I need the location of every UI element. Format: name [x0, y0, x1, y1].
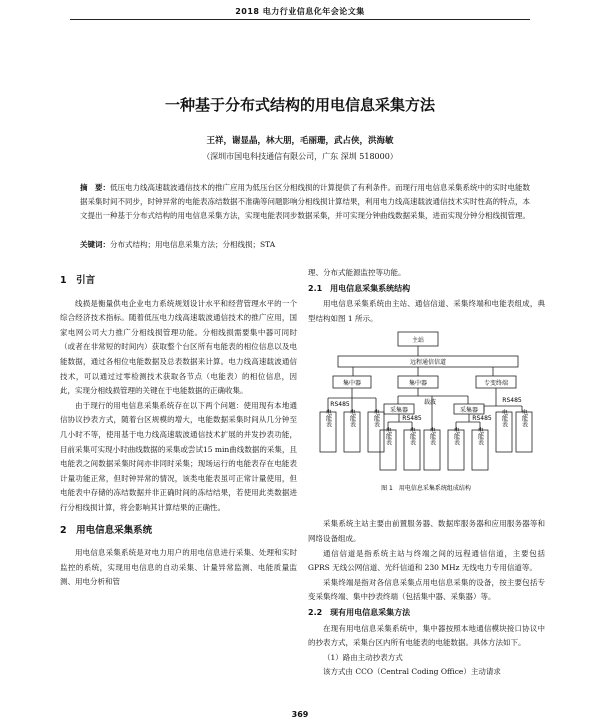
paragraph: 在现有用电信息采集系统中，集中器按照本地通信模块接口协议中的抄表方式，采集台区内所有电能表的电能数据。具体方法如下。: [308, 623, 545, 648]
page-number: 369: [291, 710, 309, 719]
meter-label: 电能表: [384, 427, 392, 446]
rs485-label: RS485: [330, 401, 350, 409]
keywords-text: 分布式结构；用电信息采集方法；分相线损；STA: [110, 240, 276, 249]
abstract-label: 摘 要：: [80, 183, 110, 192]
rs485-label: RS485: [472, 415, 492, 423]
collector-label: 采集器: [389, 407, 409, 415]
keywords-label: 关键词：: [80, 240, 110, 249]
meter-label: 电能表: [476, 427, 484, 446]
paragraph: 通信信道是指系统主站与终端之间的远程通信信道，主要包括 GPRS 无线公网信道、光纤信道和 230 MHz 无线电力专用信道等。: [308, 548, 545, 573]
paragraph: 线损是衡量供电企业电力系统规划设计水平和经营管理水平的一个综合经济技术指标。随着低压电力线高速载波通信技术的推广应用，国家电网公司大力推广分相线损管理功能。分相线损需要集中器可同时（或者在非常短的时间内）获取整个台区所有电能表的相位信息以及电能数据，通过各相位电能数据及总表数据来计算。电力线高速载波通信技术，可以通过过零检测技术获取各节点（电能表）的相位信息，因此，实现分相线损管理的关键在于电能数据的正确收集。: [60, 298, 297, 396]
section-2-2-heading: 2.2 现有用电信息采集方法: [308, 607, 411, 617]
abstract: [80, 181, 530, 223]
paragraph: 用电信息采集系统是对电力用户的用电信息进行采集、处理和实时监控的系统，实现用电信息的自动采集、计量异常监测、电能质量监测、用电分析和管: [60, 548, 297, 587]
abstract-text: 低压电力线高速载波通信技术的推广应用为低压台区分相线损的计算提供了有利条件。而现行用电信息采集系统中的实时电能数据采集时间不同步，时钟异常的电能表冻结数据不准确等问题影响分相线损计算结果，利用电力线高速载波通信技术实时性高的特点，本文提出一种基于分布式结构的用电信息采集方法，实现电能表同步数据采集，并可实现分钟曲线数据采集，进而实现分钟分相线损管理。: [80, 183, 530, 220]
rs485-label: RS485: [402, 415, 422, 423]
meter-label: 电能表: [428, 427, 436, 446]
figure-1: [308, 328, 545, 513]
meter-label: 电能表: [408, 427, 416, 446]
collector-label: 采集器: [459, 407, 479, 415]
section-2-1-heading: 2.1 用电信息采集系统结构: [308, 283, 411, 293]
paragraph: 由于现行的用电信息采集系统存在以下两个问题：使用现有本地通信协议抄表方式，随着台区规模的增大，电能数据采集时间从几分钟至几小时不等，使用基于电力线高速载波通信技术扩展的并发抄表功能，目前采集可实现小时曲线数据的采集或尝试15 min曲线数据的采集，且电能表之间数据采集时间亦非同时采集；现场运行的电能表存在电能表计量功能正常，但时钟异常的情况，该类电能表虽可正常计量使用，但电能表中存储的冻结数据并非正确时间的冻结结果，若使用此类数据进行分相线损计算，将会影响其计算结果的正确性。: [60, 400, 297, 512]
system-structure-diagram: [308, 328, 545, 513]
right-column: [308, 266, 545, 680]
keywords: [80, 238, 530, 252]
paragraph: 采集终端是指对各信息采集点用电信息采集的设备，按主要包括专变采集终端、集中抄表终端（包括集中器、采集器）等。: [308, 577, 545, 602]
header-rule: [70, 19, 530, 20]
special-terminal-label: 专变终端: [483, 380, 509, 388]
figure-caption: 图 1 用电信息采集系统组成结构: [381, 485, 471, 493]
paragraph-continued: 理、分布式能源监控等功能。: [308, 268, 406, 277]
section-1-heading: 1 引言: [60, 275, 96, 286]
carrier-label: 载波: [423, 399, 437, 407]
concentrator-label: 集中器: [342, 380, 362, 388]
channel-label: 远程通信信道: [409, 359, 447, 367]
meter-label: 电能表: [500, 409, 508, 428]
master-label: 主站: [411, 337, 425, 345]
paragraph: 该方式由 CCO（Central Coding Office）主动请求: [323, 667, 501, 677]
paragraph: 采集系统主站主要由前置服务器、数据库服务器和应用服务器等和网络设备组成。: [308, 519, 545, 543]
meter-label: 电能表: [520, 409, 528, 428]
author-list: 王祥，谢显晶，林大朋，毛丽珊，武占侠，洪海敏: [206, 136, 394, 146]
meter-label: 电能表: [372, 409, 380, 428]
paragraph: 用电信息采集系统由主站、通信信道、采集终端和电能表组成，典型结构如图 1 所示。: [308, 299, 545, 323]
left-column: [60, 266, 297, 590]
meter-label: 电能表: [324, 409, 332, 428]
affiliation: （深圳市国电科技通信有限公司，广东 深圳 518000）: [202, 152, 398, 161]
meter-label: 电能表: [348, 409, 356, 428]
list-item: （1）路由主动抄表方式: [323, 652, 403, 662]
running-head: 2018 电力行业信息化年会论文集: [235, 7, 365, 16]
paper-title: 一种基于分布式结构的用电信息采集方法: [164, 96, 435, 114]
rs485-label: RS485: [502, 397, 522, 405]
meter-label: 电能表: [452, 427, 460, 446]
concentrator-label: 集中器: [408, 380, 428, 388]
section-2-heading: 2 用电信息采集系统: [60, 524, 153, 536]
